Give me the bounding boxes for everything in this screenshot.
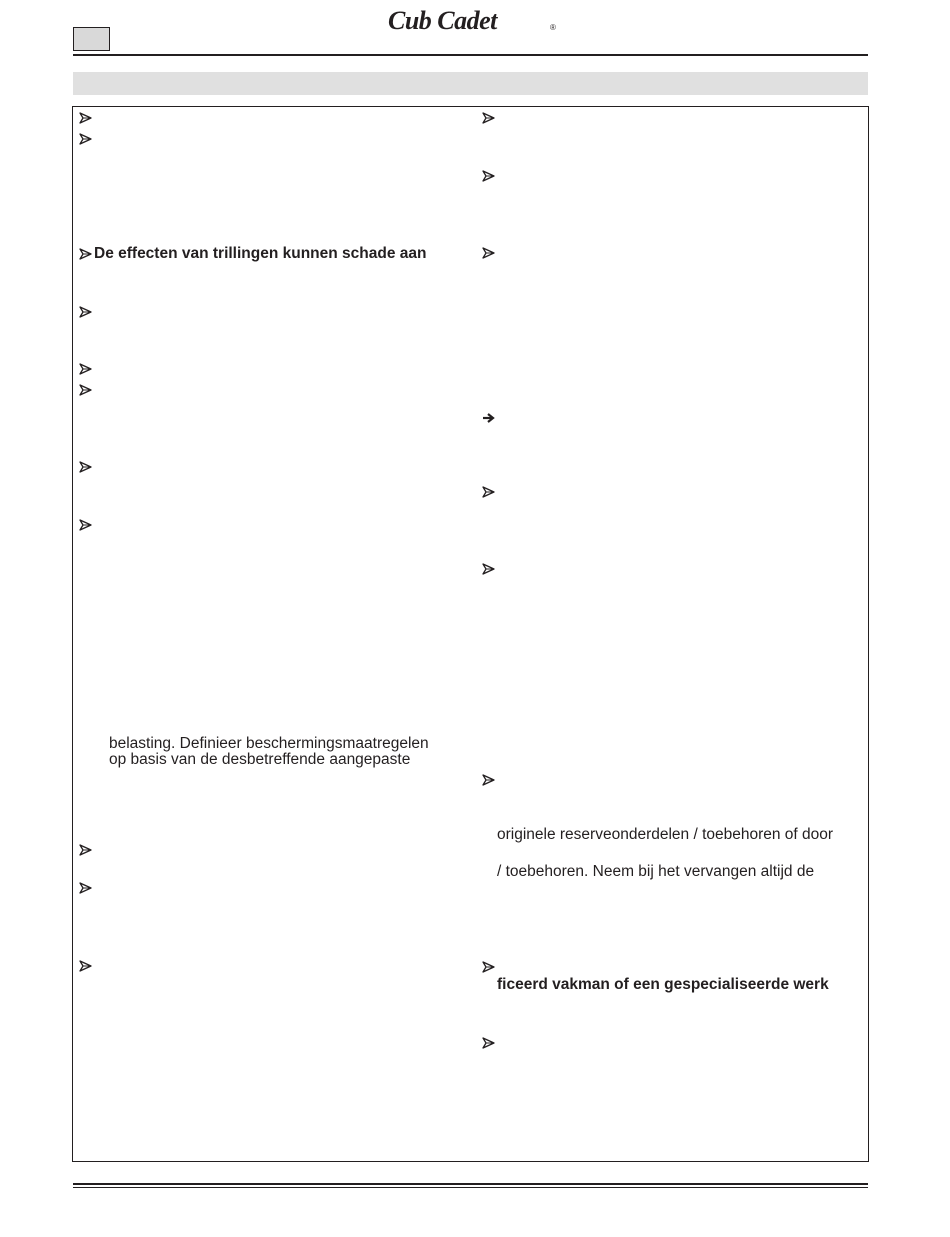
cub-cadet-logo — [386, 4, 558, 34]
registered-mark: ® — [550, 23, 556, 32]
arrowhead-bullet-icon — [482, 246, 496, 260]
arrowhead-bullet-icon — [79, 132, 93, 146]
footer-rule — [73, 1187, 868, 1188]
right-text-line-1: originele reserveonderdelen / toebehoren of door — [497, 826, 834, 843]
arrowhead-bullet-icon — [79, 247, 93, 261]
arrowhead-bullet-icon — [482, 960, 496, 974]
right-text-line-2: / toebehoren. Neem bij het vervangen altijd de — [497, 863, 815, 880]
arrowhead-bullet-icon — [79, 959, 93, 973]
arrowhead-bullet-icon — [79, 111, 93, 125]
logo-wordmark: Cub Cadet — [388, 6, 497, 34]
right-bold-line: ficeerd vakman of een gespecialiseerde werk — [497, 976, 829, 993]
arrowhead-bullet-icon — [79, 881, 93, 895]
header-rule — [73, 54, 868, 56]
page-number-box — [73, 27, 110, 51]
arrowhead-bullet-icon — [482, 169, 496, 183]
vibration-effects-heading: De effecten van trillingen kunnen schade aan — [94, 245, 427, 262]
arrowhead-bullet-icon — [79, 843, 93, 857]
arrowhead-bullet-icon — [482, 562, 496, 576]
arrowhead-bullet-icon — [79, 518, 93, 532]
section-title-bar — [73, 72, 868, 95]
arrowhead-bullet-icon — [482, 773, 496, 787]
arrowhead-bullet-icon — [79, 383, 93, 397]
right-arrow-icon — [482, 411, 496, 425]
arrowhead-bullet-icon — [79, 362, 93, 376]
left-text-line-2: op basis van de desbetreffende aangepaste — [109, 751, 411, 768]
arrowhead-bullet-icon — [79, 460, 93, 474]
arrowhead-bullet-icon — [79, 305, 93, 319]
arrowhead-bullet-icon — [482, 111, 496, 125]
arrowhead-bullet-icon — [482, 485, 496, 499]
left-text-line-1: belasting. Definieer beschermingsmaatregelen — [109, 735, 429, 752]
footer-rule — [73, 1183, 868, 1185]
content-frame — [72, 106, 869, 1162]
arrowhead-bullet-icon — [482, 1036, 496, 1050]
